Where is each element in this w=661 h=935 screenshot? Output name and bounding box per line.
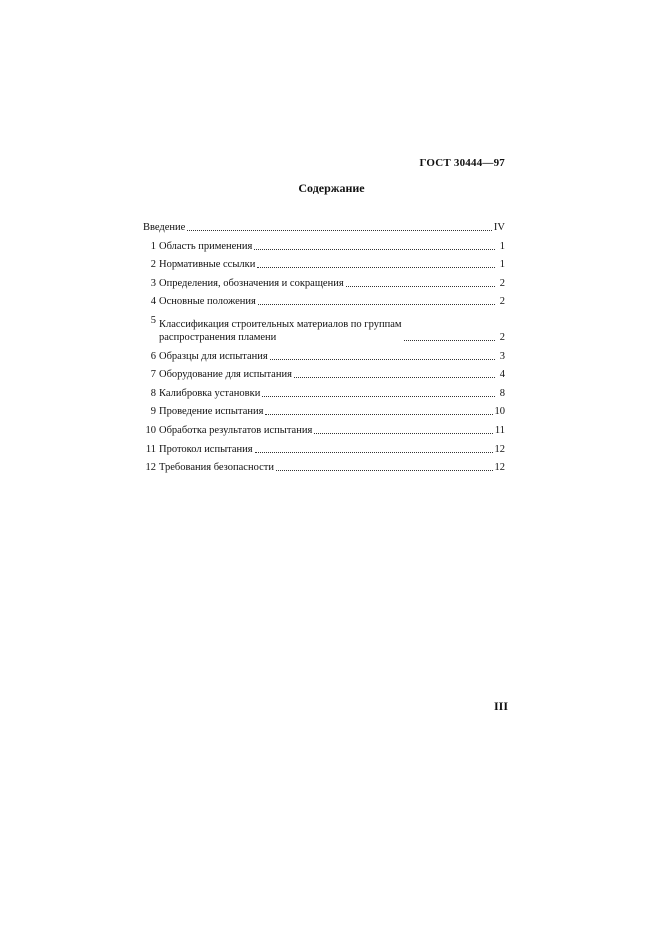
page-number: III [493,699,508,713]
toc-entry-label: Проведение испытания [159,406,264,418]
toc-entry-label: Определения, обозначения и сокращения [159,277,344,289]
toc-entry-label: Протокол испытания [159,443,253,455]
toc-entry-page: 3 [499,350,505,362]
toc-entry-number: 6 [150,350,156,362]
toc-entry-number: 9 [150,406,156,418]
toc-entry-page: 12 [494,443,505,455]
toc-entry-number: 10 [145,424,156,436]
toc-leader-dots [262,396,495,397]
toc-leader-dots [258,304,495,305]
toc-entry-label: Обработка результатов испытания [159,424,313,436]
standard-code: ГОСТ 30444—97 [419,157,505,169]
toc-leader-dots [265,414,492,415]
toc-entry-label: Образцы для испытания [159,350,268,362]
toc-leader-dots [187,230,492,231]
toc-entry-12[interactable] [143,461,505,474]
toc-entry-label: Область применения [159,240,253,252]
toc-entry-label: Требования безопасности [159,462,274,474]
toc-entry-1[interactable] [143,240,505,253]
toc-entry-number: 4 [150,296,156,308]
toc-entry-number: 7 [150,369,156,381]
toc-entry-label: Калибровка установки [159,387,261,399]
toc-entry-number: 12 [145,462,156,474]
toc-entry-page: 2 [499,296,505,308]
toc-leader-dots [294,377,495,378]
toc-entry-3[interactable] [143,277,505,290]
table-of-contents [143,221,505,480]
toc-entry-2[interactable] [143,258,505,271]
toc-entry-page: 4 [499,369,505,381]
toc-entry-number: 11 [145,443,156,455]
toc-entry-11[interactable] [143,443,505,456]
toc-entry-number: 1 [150,240,156,252]
toc-entry-page: 2 [499,331,505,343]
toc-entry-number: 3 [150,277,156,289]
toc-entry-label: Введение [143,222,186,233]
toc-entry-5[interactable] [143,314,505,344]
toc-entry-8[interactable] [143,387,505,400]
toc-entry-page: 1 [499,259,505,271]
toc-entry-label: Нормативные ссылки [159,259,256,271]
toc-entry-page: 12 [494,462,505,474]
toc-entry-number: 8 [150,387,156,399]
toc-leader-dots [404,340,496,341]
toc-entry-number: 5 [150,314,156,326]
toc-entry-page: 2 [499,277,505,289]
toc-entry-number: 2 [150,259,156,271]
toc-leader-dots [255,452,493,453]
toc-entry-label-continued: распространения пламени [159,331,277,343]
toc-entry-label: Классификация строительных материалов по группам [159,318,402,330]
toc-leader-dots [276,470,493,471]
toc-leader-dots [314,433,493,434]
toc-entry-label: Основные положения [159,296,256,308]
toc-leader-dots [346,286,495,287]
toc-entry-page: IV [493,222,505,233]
toc-entry-10[interactable] [143,424,505,437]
toc-title: Содержание [298,181,365,195]
toc-leader-dots [270,359,495,360]
toc-entry-7[interactable] [143,368,505,381]
toc-entry-9[interactable] [143,405,505,418]
toc-entry-page: 8 [499,387,505,399]
toc-entry-6[interactable] [143,350,505,363]
toc-leader-dots [254,249,495,250]
toc-entry-page: 11 [494,424,505,436]
toc-entry-4[interactable] [143,295,505,308]
toc-entry-page: 10 [494,406,505,418]
toc-entry-label: Оборудование для испытания [159,369,292,381]
toc-entry-introduction[interactable] [143,221,505,234]
toc-leader-dots [257,267,495,268]
toc-entry-page: 1 [499,240,505,252]
